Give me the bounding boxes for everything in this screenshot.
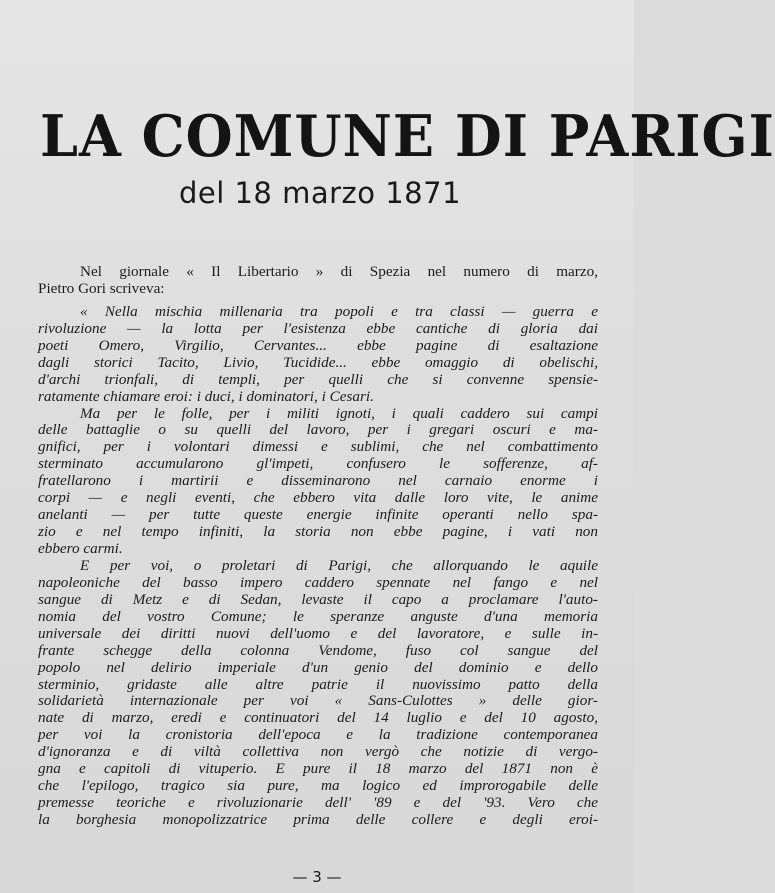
text-line: nomia del vostro Comune; le speranze anguste d'una memoria [38,607,598,625]
text-line: rivoluzione — la lotta per l'esistenza ebbe cantiche di gloria dai [38,319,598,337]
page-subtitle: del 18 marzo 1871 [178,176,462,210]
text-line: « Nella mischia millenaria tra popoli e tra classi — guerra e [80,302,598,320]
text-line: solidarietà internazionale per voi « Sans-Culottes » delle gior- [38,692,598,710]
text-line: ratamente chiamare eroi: i duci, i dominatori, i Cesari. [38,387,374,405]
text-line: delle battaglie o su quelli del lavoro, per i gregari oscuri e ma- [38,421,598,439]
text-line: Pietro Gori scriveva: [38,279,165,297]
quote-paragraph-1 [38,304,598,406]
quote-paragraph-2 [38,406,598,558]
text-line: E per voi, o proletari di Parigi, che allorquando le aquile [80,556,598,574]
text-line: anelanti — per tutte queste energie infinite operanti nello spa- [38,506,598,524]
page-number: — 3 — [292,868,342,886]
text-line: Nel giornale « Il Libertario » di Spezia nel numero di marzo, [80,263,598,280]
text-line: fratellarono i martirii e disseminarono nel carnaio enorme i [38,472,598,490]
text-line: sterminato accumularono gl'impeti, confusero le sofferenze, af- [38,455,598,473]
text-line: la borghesia monopolizzatrice prima delle collere e degli eroi- [38,811,598,828]
text-line: poeti Omero, Virgilio, Cervantes... ebbe pagine di esaltazione [38,336,598,354]
text-line: napoleoniche del basso impero caddero spennate nel fango e nel [38,573,598,591]
text-line: zio e nel tempo infiniti, la storia non ebbe pagine, i vati non [38,523,598,541]
text-line: gnifici, per i volontari dimessi e sublimi, che nel combattimento [38,438,598,456]
text-line: corpi — e negli eventi, che ebbero vita dalle loro vite, le anime [38,489,598,507]
text-line: nate di marzo, eredi e continuatori del 14 luglio e del 10 agosto, [38,709,598,727]
text-line: d'archi trionfali, di templi, per quelli che si convenne spensie- [38,370,598,388]
text-line: Ma per le folle, per i militi ignoti, i quali caddero sui campi [80,404,598,422]
article-body [38,264,598,829]
text-line: dagli storici Tacito, Livio, Tucidide... ebbe omaggio di obelischi, [38,353,598,371]
quote-paragraph-3 [38,558,598,829]
text-line: popolo nel delirio imperiale d'un genio del dominio e dello [38,658,598,676]
text-line: che l'epilogo, tragico sia pure, ma logico ed improrogabile delle [38,777,598,795]
text-line: gna e capitoli di vituperio. E pure il 18 marzo del 1871 non è [38,760,598,778]
text-line: per voi la cronistoria dell'epoca e la tradizione contemporanea [38,726,598,744]
text-line: frante schegge della colonna Vendome, fuso col sangue del [38,641,598,659]
text-line: sterminio, gridaste alle altre patrie il nuovissimo patto della [38,675,598,693]
intro-paragraph [38,264,598,298]
text-line: universale dei diritti nuovi dell'uomo e del lavoratore, e sulle in- [38,624,598,642]
text-line: premesse teoriche e rivoluzionarie dell' '89 e del '93. Vero che [38,794,598,812]
text-line: d'ignoranza e di viltà collettiva non vergò che notizie di vergo- [38,743,598,761]
text-line: sangue di Metz e di Sedan, levaste il capo a proclamare l'auto- [38,590,598,608]
page-title: LA COMUNE DI PARIGI [40,102,775,170]
text-line: ebbero carmi. [38,540,123,557]
